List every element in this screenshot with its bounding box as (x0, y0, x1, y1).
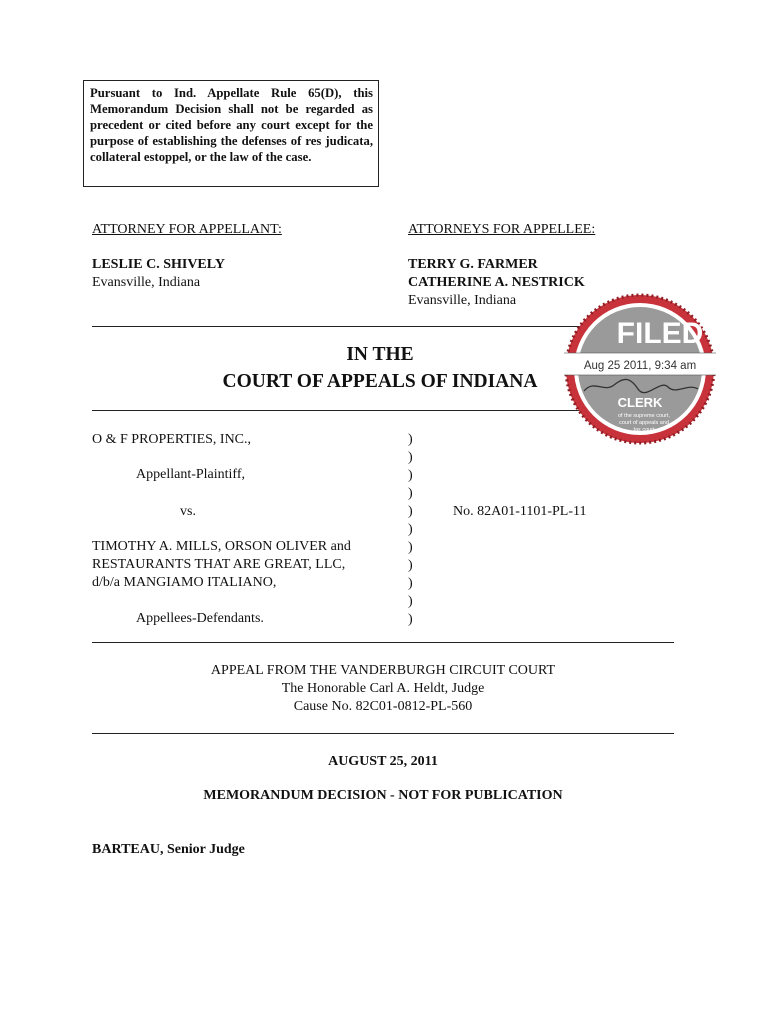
case-number: No. 82A01-1101-PL-11 (453, 504, 587, 519)
appellee-attorney-name: TERRY G. FARMER (408, 257, 538, 272)
caption-parenthesis: ) ) ) ) ) ) ) ) ) ) ) (408, 432, 413, 627)
filed-stamp-seal (564, 293, 716, 445)
appellant-attorney-name: LESLIE C. SHIVELY (92, 257, 225, 272)
appellee-attorneys-heading: ATTORNEYS FOR APPELLEE: (408, 222, 596, 237)
court-title-line2: COURT OF APPEALS OF INDIANA (222, 371, 538, 392)
appellant-party: O & F PROPERTIES, INC., (92, 432, 252, 447)
divider-rule (92, 326, 582, 327)
publication-notice-box: Pursuant to Ind. Appellate Rule 65(D), this Memorandum Decision shall not be regarded as precedent or cited before any court except for the purpose of establishing the defenses of res judicata, collateral estoppel, or the law of the case. (83, 80, 379, 187)
appellee-party-line: RESTAURANTS THAT ARE GREAT, LLC, (92, 557, 346, 572)
filed-timestamp: Aug 25 2011, 9:34 am (583, 360, 697, 372)
appellant-role: Appellant-Plaintiff, (136, 467, 245, 482)
appeal-from: APPEAL FROM THE VANDERBURGH CIRCUIT COURT (210, 663, 556, 678)
filed-label: FILED (616, 317, 704, 350)
appellee-attorney-city: Evansville, Indiana (408, 293, 517, 308)
decision-date: AUGUST 25, 2011 (328, 754, 438, 769)
divider-rule (92, 642, 674, 643)
appellee-attorney-name: CATHERINE A. NESTRICK (408, 275, 585, 290)
opinion-author: BARTEAU, Senior Judge (92, 842, 245, 857)
trial-judge: The Honorable Carl A. Heldt, Judge (281, 681, 485, 696)
appellee-role: Appellees-Defendants. (136, 611, 264, 626)
seal-caption-line: tax court (633, 427, 655, 433)
appellee-party-line: TIMOTHY A. MILLS, ORSON OLIVER and (92, 539, 351, 554)
clerk-label: CLERK (617, 395, 663, 410)
appellant-attorney-heading: ATTORNEY FOR APPELLANT: (92, 222, 282, 237)
versus-label: vs. (180, 504, 196, 519)
cause-number: Cause No. 82C01-0812-PL-560 (293, 699, 473, 714)
decision-type: MEMORANDUM DECISION - NOT FOR PUBLICATION (203, 788, 563, 803)
appellant-attorney-city: Evansville, Indiana (92, 275, 201, 290)
appellee-party-line: d/b/a MANGIAMO ITALIANO, (92, 575, 277, 590)
seal-caption-line: of the supreme court, (618, 413, 670, 419)
divider-rule (92, 410, 582, 411)
seal-caption-line: court of appeals and (619, 420, 669, 426)
court-title-line1: IN THE (346, 344, 414, 365)
divider-rule (92, 733, 674, 734)
